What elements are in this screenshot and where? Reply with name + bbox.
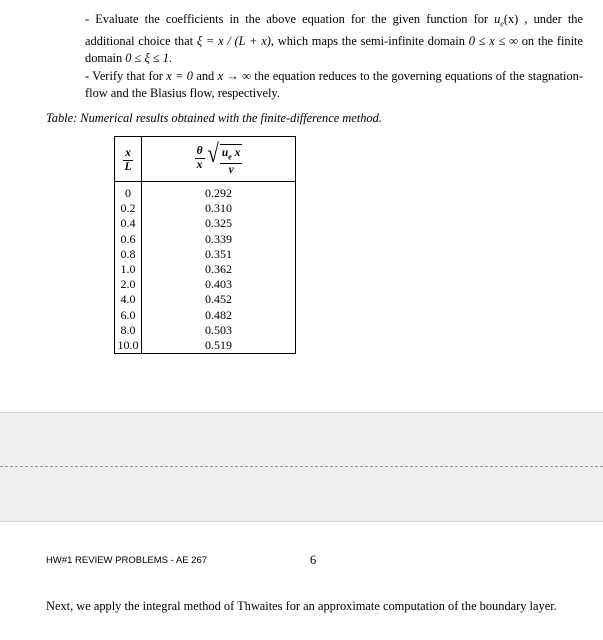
ue-subscript: e	[500, 19, 504, 29]
nu-denominator: ν	[228, 164, 234, 177]
cell-x-over-L: 0.4	[115, 216, 142, 231]
table-row	[115, 308, 296, 323]
ue-x-over-nu-fraction	[220, 147, 243, 177]
x-zero: x = 0	[166, 68, 193, 83]
cell-x-over-L: 0.2	[115, 201, 142, 216]
cell-theta-value: 0.362	[142, 262, 296, 277]
cell-theta-value: 0.310	[142, 201, 296, 216]
page-break-dashed-line	[0, 466, 603, 467]
bullet1-text-e: .	[168, 51, 173, 66]
L-denominator: L	[124, 160, 132, 173]
theta-numerator: θ	[196, 145, 203, 158]
table-row	[115, 232, 296, 247]
cell-theta-value: 0.403	[142, 277, 296, 292]
bullet2-text-c: the equation reduces to the governing equations of the stagnation-flow and the Blasius flow, respectively.	[85, 68, 583, 101]
table-row	[115, 201, 296, 216]
sqrt-expression	[206, 138, 243, 177]
table-row	[115, 338, 296, 354]
cell-theta-value: 0.351	[142, 247, 296, 262]
cell-x-over-L: 0.6	[115, 232, 142, 247]
x-over-L-fraction	[122, 147, 133, 174]
bullet2-text-a: - Verify that for	[85, 68, 167, 83]
cell-x-over-L: 2.0	[115, 277, 142, 292]
cell-x-over-L: 0	[115, 182, 142, 202]
cell-theta-value: 0.452	[142, 292, 296, 307]
bullet-evaluate-coefficients	[85, 11, 583, 68]
cell-x-over-L: 1.0	[115, 262, 142, 277]
x-infinity: x → ∞	[217, 68, 251, 83]
next-paragraph: Next, we apply the integral method of Thwaites for an approximate computation of the boundary layer.	[46, 599, 557, 613]
bullet1-text-c: , which maps the semi-infinite domain	[270, 33, 469, 48]
results-table	[114, 136, 296, 354]
cell-x-over-L: 8.0	[115, 323, 142, 338]
cell-theta-value: 0.292	[142, 182, 296, 202]
sqrt-sign-icon: √	[206, 138, 219, 168]
cell-x-over-L: 4.0	[115, 292, 142, 307]
cell-theta-value: 0.519	[142, 338, 296, 354]
x-numerator-tail: x	[231, 146, 241, 159]
header-theta-group	[142, 137, 296, 182]
table-row	[115, 277, 296, 292]
bullet-verify-limits	[85, 68, 583, 103]
ue-numerator: u	[221, 146, 229, 159]
table-row	[115, 262, 296, 277]
problem-bullets	[85, 11, 583, 103]
cell-x-over-L: 10.0	[115, 338, 142, 354]
document-page-lower	[0, 521, 603, 640]
cell-theta-value: 0.325	[142, 216, 296, 231]
bullet2-text-b: and	[192, 68, 218, 83]
table-body	[115, 182, 296, 354]
cell-theta-value: 0.503	[142, 323, 296, 338]
table-row	[115, 216, 296, 231]
bullet1-text-a: - Evaluate the coefficients in the above equation for the given function for	[85, 12, 495, 26]
cell-theta-value: 0.482	[142, 308, 296, 323]
table-header-row	[115, 137, 296, 182]
cell-theta-value: 0.339	[142, 232, 296, 247]
x-numerator: x	[125, 146, 131, 159]
table-row	[115, 323, 296, 338]
table-row	[115, 182, 296, 202]
cell-x-over-L: 0.8	[115, 247, 142, 262]
theta-over-x-fraction	[195, 145, 205, 172]
footer-title: HW#1 REVIEW PROBLEMS - AE 267	[46, 555, 208, 566]
xi-definition: ξ = x / (L + x)	[196, 33, 271, 48]
ue-num-subscript: e	[228, 152, 232, 162]
table-row	[115, 292, 296, 307]
cell-x-over-L: 6.0	[115, 308, 142, 323]
bullet1-text-b: (x) , under the additional choice that	[85, 12, 583, 48]
x-denominator: x	[196, 159, 203, 172]
table-row	[115, 247, 296, 262]
table-caption: Table: Numerical results obtained with the finite-difference method.	[46, 111, 382, 125]
semi-infinite-domain: 0 ≤ x ≤ ∞	[468, 33, 518, 48]
bullet1-text-d: on the finite domain	[85, 33, 583, 66]
ue-symbol: u	[494, 12, 501, 26]
header-x-over-L	[115, 137, 142, 182]
finite-domain: 0 ≤ ξ ≤ 1	[125, 51, 169, 66]
footer-page-number: 6	[310, 553, 317, 567]
